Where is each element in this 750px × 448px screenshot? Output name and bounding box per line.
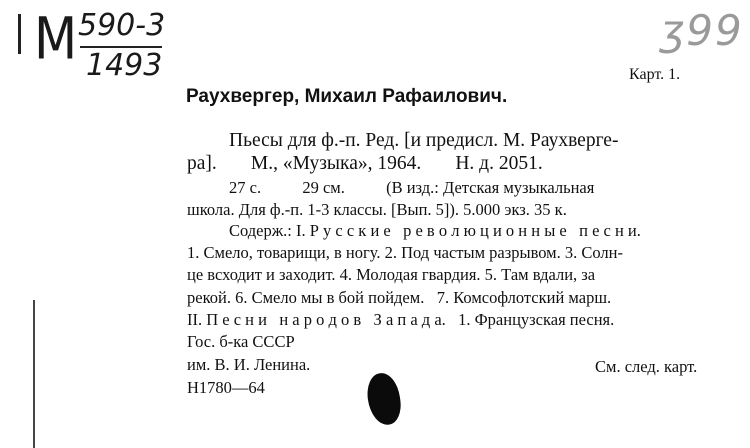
shelfmark-top: 590-3 bbox=[78, 8, 166, 43]
contents-line-1: Содерж.: I. Р у с с к и е р е в о л ю ц и о н н ы е п е с н и. bbox=[229, 221, 641, 240]
shelfmark-bottom: 1493 bbox=[86, 48, 163, 83]
card-edge-shadow bbox=[33, 300, 35, 448]
contents-line-2: 1. Смело, товарищи, в ногу. 2. Под частым разрывом. 3. Солн- bbox=[187, 243, 623, 262]
contents-line-3: це всходит и заходит. 4. Молодая гвардия. 5. Там вдали, за bbox=[187, 265, 596, 284]
catalog-number: Н1780—64 bbox=[187, 378, 265, 397]
library-line-1: Гос. б-ка СССР bbox=[187, 332, 295, 351]
contents-line-4: рекой. 6. Смело мы в бой пойдем. 7. Комсофлотский марш. bbox=[187, 288, 612, 307]
corner-handwritten-mark: ʒ99 bbox=[660, 6, 744, 55]
card-number: Карт. 1. bbox=[629, 66, 681, 83]
physical-line-1: 27 с. 29 см. (В изд.: Детская музыкальная bbox=[229, 178, 595, 197]
library-line-2: им. В. И. Ленина. bbox=[187, 355, 311, 374]
contents-line-5: II. П е с н и н а р о д о в З а п а д а. 1. Французская песня. bbox=[187, 310, 615, 329]
shelfmark-prefix: M bbox=[34, 5, 78, 73]
author-heading: Раухвергер, Михаил Рафаилович. bbox=[186, 86, 508, 107]
card-edge-mark bbox=[18, 14, 21, 54]
title-line-2: ра]. М., «Музыка», 1964. Н. д. 2051. bbox=[187, 153, 543, 174]
title-line-1: Пьесы для ф.-п. Ред. [и предисл. М. Раухверге- bbox=[229, 130, 619, 151]
see-next-card: См. след. карт. bbox=[595, 357, 698, 376]
physical-line-2: школа. Для ф.-п. 1-3 классы. [Вып. 5]). 5.000 экз. 35 к. bbox=[187, 200, 567, 219]
ink-blot bbox=[365, 371, 404, 427]
